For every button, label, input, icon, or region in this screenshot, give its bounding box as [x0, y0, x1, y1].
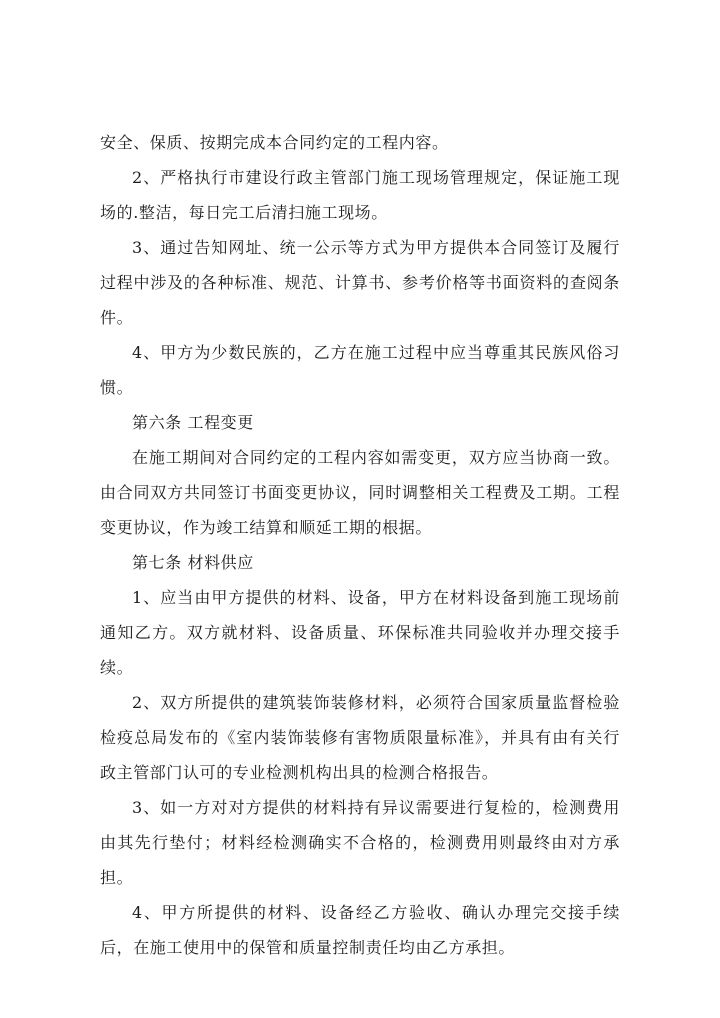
paragraph-item-2-site-management: 2、严格执行市建设行政主管部门施工现场管理规定，保证施工现场的.整洁，每日完工后清扫施工现场。 — [100, 168, 620, 222]
section-heading-article-6: 第六条 工程变更 — [132, 413, 254, 432]
paragraph-change-agreement: 在施工期间对合同约定的工程内容如需变更，双方应当协商一致。由合同双方共同签订书面变更协议，同时调整相关工程费及工期。工程变更协议，作为竣工结算和顺延工期的根据。 — [100, 448, 620, 537]
paragraph-material-item-4: 4、甲方所提供的材料、设备经乙方验收、确认办理完交接手续后，在施工使用中的保管和质量控制责任均由乙方承担。 — [100, 903, 620, 957]
paragraph-material-item-1: 1、应当由甲方提供的材料、设备，甲方在材料设备到施工现场前通知乙方。双方就材料、设备质量、环保标准共同验收并办理交接手续。 — [100, 588, 620, 677]
paragraph-item-4-ethnic-customs: 4、甲方为少数民族的，乙方在施工过程中应当尊重其民族风俗习惯。 — [100, 343, 620, 397]
section-heading-article-7: 第七条 材料供应 — [132, 553, 254, 572]
paragraph-item-3-document-access: 3、通过告知网址、统一公示等方式为甲方提供本合同签订及履行过程中涉及的各种标准、规范、计算书、参考价格等书面资料的查阅条件。 — [100, 238, 620, 327]
paragraph-continuation: 安全、保质、按期完成本合同约定的工程内容。 — [100, 133, 449, 152]
document-body — [100, 125, 620, 965]
paragraph-material-item-2: 2、双方所提供的建筑装饰装修材料，必须符合国家质量监督检验检疫总局发布的《室内装饰装修有害物质限量标准》，并具有由有关行政主管部门认可的专业检测机构出具的检测合格报告。 — [100, 693, 620, 782]
paragraph-material-item-3: 3、如一方对对方提供的材料持有异议需要进行复检的，检测费用由其先行垫付；材料经检测确实不合格的，检测费用则最终由对方承担。 — [100, 798, 620, 887]
